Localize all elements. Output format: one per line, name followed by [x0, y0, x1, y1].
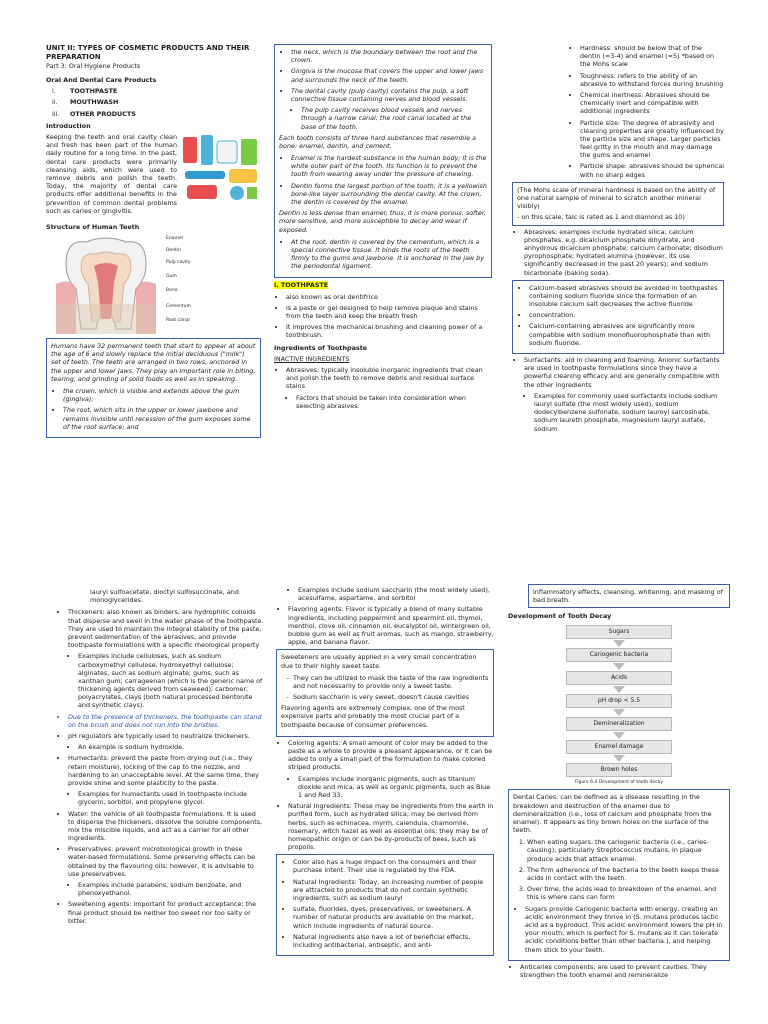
column-2: [274, 42, 492, 497]
column-5: [276, 586, 494, 1024]
section-subtitle: Oral And Dental Care Products: [46, 76, 157, 85]
list-item: 2. The firm adherence of the bacteria to the teeth keeps these acids in contact with the teeth.: [527, 866, 725, 882]
list-item: • Dentin forms the largest portion of the tooth; it is a yellowish bone-like layer surrounding the dental cavity. At the crown, the dentin is covered by the enamel.: [291, 182, 487, 207]
list-item: • Gingiva is the mucosa that covers the upper and lower jaws and surrounds the neck of the teeth.: [291, 67, 487, 83]
list-item: • Anticaries components: are used to prevent cavities. They strengthen the tooth enamel and remineralize: [520, 963, 730, 979]
list-item: • It improves the mechanical brushing and cleaning power of a toothbrush.: [286, 323, 492, 339]
list-item: iii. OTHER PRODUCTS: [52, 109, 136, 118]
flow-step: Demineralization: [566, 717, 672, 731]
calcium-note-box: [512, 280, 724, 354]
ingredients-heading: Ingredients of Toothpaste: [274, 343, 368, 352]
list-item: ii. MOUTHWASH: [52, 98, 119, 107]
list-item: • pH regulators are typically used to neutralize thickeners.: [68, 732, 264, 740]
list-item: • Thickeners: also known as binders, are hydrophilic colloids that disperse and swell in the water phase of the toothpaste. They are used to maintain the integral stability of the paste, prevent sedimentation of the abrasives, and provide toothpaste formulations with a specific rheological property: [68, 608, 264, 649]
flow-step: Enamel damage: [566, 740, 672, 754]
figure-caption: Figure 6.4 Development of tooth decay: [574, 779, 664, 785]
list-item: • Humectants: prevent the paste from drying out (i.e., they retain moisture), locking of the cap to the nozzle, and hardening to an unacceptable level. At the same time, they provide shine and some plasticity to the paste.: [68, 754, 264, 787]
list-item: • Examples include inorganic pigments, such as titanium dioxide and mica, as well as organic pigments, such as Blue 1 and Red 33.: [298, 775, 494, 800]
list-item: • Examples for commonly used surfactants include sodium lauryl sulfate (the most widely used), sodium dodecylbenzene sulfonate, sodium lauroyl sarcosinate, sodium laureth phosphate, magnesium lauryl sulfate, sodium: [534, 392, 724, 433]
sweeteners-text: Sweeteners are usually applied in a very small concentration due to their highly sweet taste.: [281, 653, 477, 670]
tooth-label: Root canal: [166, 318, 190, 324]
tooth-label: Enamel: [166, 236, 183, 242]
list-item: • An example is sodium hydroxide.: [78, 743, 264, 751]
flow-step: Cariogenic bacteria: [566, 648, 672, 662]
list-item: • Coloring agents: A small amount of color may be added to the paste as a whole to provide a pleasant appearance, or it can be added to only a small part of the formulation to make colored striped products.: [288, 739, 494, 772]
list-item: • Examples include parabens, sodium benzoate, and phenoxyethanol.: [78, 881, 264, 897]
tooth-label: Cementum: [166, 304, 191, 310]
color-natural-box: [276, 854, 494, 956]
list-item: • the neck, which is the boundary between the root and the crown.: [291, 48, 487, 64]
tooth-decay-heading: Development of Tooth Decay: [508, 612, 612, 621]
list-item: • Surfactants: aid in cleaning and foaming. Anionic surfactants are used in toothpaste formulations since they have a powerful cleaning efficacy and are generally compatible with the other ingredients: [524, 356, 724, 389]
list-item: • Natural Ingredients: Today, an increasing number of people are attracted to products that do not contain synthetic ingredients, such as sodium lauryl: [293, 878, 489, 903]
teeth-facts-text: Humans have 32 permanent teeth that start to appear at about the age of 6 and slowly replace the initial deciduous ("milk") set of teeth. The teeth are arranged in two rows, anchored in the upper and lower jaws. They play an important role in biting, tearing, and grinding of solid foods as well as in speaking.: [51, 342, 256, 383]
mohs-scale-note: - on this scale, talc is rated as 1 and diamond as 10): [517, 213, 685, 222]
surfactant-continued: lauryl sulfoacetate, dioctyl sulfosuccinate, and monoglycerides.: [90, 588, 239, 605]
dental-products-illustration: [181, 133, 261, 203]
list-item: • Hardness: should be below that of the dentin (≈3-4) and enamel (≈5) *based on the Mohs scale: [580, 44, 724, 69]
mohs-scale-box: [512, 182, 724, 226]
list-item: • Natural ingredients also have a lot of beneficial effects, including antibacterial, antiseptic, and anti-: [293, 933, 489, 949]
list-item: - Sodium saccharin is very sweet, doesn't cause cavities: [293, 693, 489, 701]
list-item: • Examples include sodium saccharin (the most widely used), acesulfame, aspartame, and sorbitol: [298, 586, 494, 602]
product-list: [46, 87, 261, 118]
list-item: • Calcium-containing abrasives are significantly more compatible with sodium monofluorophosphate than with sodium fluoride.: [529, 322, 719, 347]
list-item: • At the root, dentin is covered by the cementum, which is a special connective tissue. It binds the roots of the teeth firmly to the gums and jawbone. It is anchored in the jaw by the periodontal ligament.: [291, 238, 487, 271]
toothpaste-heading: i. TOOTHPASTE: [274, 280, 329, 289]
column-4: [56, 588, 264, 1018]
down-arrow-icon: [613, 709, 625, 716]
tooth-label: Gum: [166, 274, 177, 280]
list-item: • Enamel is the hardest substance in the human body; it is the white outer part of the tooth. Its function is to prevent the tooth from wearing away under the pressure of chewing.: [291, 154, 487, 179]
list-item: • The dental cavity (pulp cavity) contains the pulp, a soft connective tissue containing nerves and blood vessels.: [291, 87, 487, 103]
flow-step: Sugars: [566, 625, 672, 639]
down-arrow-icon: [613, 686, 625, 693]
list-item: • Calcium-based abrasives should be avoided in toothpastes containing sodium fluoride since the formation of an insoluble calcium salt decreases the active fluoride: [529, 284, 719, 309]
sweeteners-box: [276, 649, 494, 737]
caries-definition: Dental Caries: can be defined as a disease resulting in the breakdown and destruction of the enamel due to demineralization (i.e., loss of calcium and phosphate from the enamel). It appears as tiny brown holes on the surface of the teeth.: [513, 793, 712, 835]
list-item: • The root, which sits in the upper or lower jawbone and remains invisible until recession of the gum exposes some of the root surface; and: [63, 406, 256, 431]
column-3: [512, 44, 724, 499]
list-item: • Abrasives: typically insoluble inorganic ingredients that clean and polish the teeth to remove debris and residual surface stains: [286, 366, 492, 391]
part-label: Part 3: Oral Hygiene Products: [46, 61, 141, 70]
tooth-decay-flowchart: [508, 625, 730, 786]
list-item: • is a paste or gel designed to help remove plaque and stains from the teeth and keep the breath fresh: [286, 304, 492, 320]
tooth-label: Pulp cavity: [166, 260, 191, 266]
list-item: • Chemical inertness: Abrasives should be chemically inert and compatible with additional ingredients: [580, 91, 724, 116]
flavoring-note: Flavoring agents are extremely complex, one of the most expensive parts and probably the most crucial part of a toothpaste because of consumer preferences.: [281, 704, 465, 729]
list-item: • Examples include celluloses, such as sodium carboxymethyl cellulose, hydroxyethyl cellulose; alginates, such as sodium alginate; gums, such as xanthan gum; carrageenan (which is the generic name of thickening agents derived from seaweed); carbomer; polyacrylates, clays (both natural processed bentonite and synthetic clays).: [78, 652, 264, 709]
list-item: 1. When eating sugars, the cariogenic bacteria (i.e., caries-causing), particularly Streptococcus mutans, in plaque produce acids that attack enamel.: [527, 838, 725, 863]
column-6: [508, 584, 730, 1024]
list-item: • Natural Ingredients: These may be ingredients from the earth in purified form, such as hydrated silica; may be derived from herbs, such as echinacea, myrrh, calendula, chamomile, rosemary, witch hazel as well as essential oils; they may be of homeopathic origin or can be by-products of bees, such as propolis.: [288, 802, 494, 851]
intro-paragraph: Keeping the teeth and oral cavity clean and fresh has been part of the human daily routine for a long time. In the past, dental care products were primarily cleansing aids, which were used to remove debris and polish the teeth. Today, the majority of dental care products offer additional benefits in the prevention of common dental problems such as caries or gingivitis.: [46, 133, 177, 215]
dental-caries-box: [508, 789, 730, 960]
flow-step: Acids: [566, 671, 672, 685]
list-item: • Sweetening agents: important for product acceptance; the final product should be neither too sweet nor too salty or bitter.: [68, 900, 264, 925]
tooth-parts-box: [274, 44, 492, 278]
flow-step: Brown holes: [566, 763, 672, 777]
down-arrow-icon: [613, 640, 625, 647]
tooth-label: Bone: [166, 288, 178, 294]
list-item: • The pulp cavity receives blood vessels and nerves through a narrow canal, the root canal located at the base of the tooth.: [301, 106, 487, 131]
tooth-diagram: [46, 234, 261, 336]
tooth-cross-section-image: [56, 234, 156, 334]
list-item: • also known as oral dentifrice: [286, 293, 492, 301]
list-item: • Due to the presence of thickeners, the toothpaste can stand on the brush and does not run into the bristles.: [68, 713, 264, 729]
list-item: • Examples for humectants used in toothpaste include glycerin, sorbitol, and propylene glycol.: [78, 790, 264, 806]
natural-effects-box: [528, 584, 730, 608]
list-item: • Color also has a huge impact on the consumers and their purchase intent. Their use is regulated by the FDA.: [293, 858, 489, 874]
list-item: • Preservatives: prevent microbiological growth in these water-based formulations. Some preserving effects can be obtained by the flavouring oils; however, it is advisable to use preservatives.: [68, 845, 264, 878]
list-item: • Water: the vehicle of all toothpaste formulations. It is used to disperse the thickeners, dissolve the soluble components, mix the miscible liquids, and act as a carrier for all other ingredients.: [68, 810, 264, 843]
down-arrow-icon: [613, 755, 625, 762]
hard-substances-text: Each tooth consists of three hard substances that resemble a bone: enamel, dentin, and cement.: [279, 133, 476, 150]
structure-heading: Structure of Human Teeth: [46, 222, 140, 231]
column-1: [46, 44, 261, 484]
down-arrow-icon: [613, 732, 625, 739]
list-item: - They can be utilized to mask the taste of the raw ingredients and not necessarily to provide only a sweet taste.: [293, 674, 489, 690]
down-arrow-icon: [613, 663, 625, 670]
list-item: • Flavoring agents: Flavor is typically a blend of many suitable ingredients, including peppermint and spearmint oil, thymol, menthol, clove oil, cinnamon oil, eucalyptol oil, wintergreen oil, bubble gum as well as fruit aromas, such as mango, strawberry, apple, and banana flavor.: [288, 605, 494, 646]
mohs-scale-text: (The Mohs scale of mineral hardness is based on the ability of one natural sample of mineral to scratch another mineral visibly): [517, 185, 716, 211]
tooth-label: Dentin: [166, 248, 181, 254]
list-item: • Toughness: refers to the ability of an abrasive to withstand forces during brushing: [580, 72, 724, 88]
list-item: • concentration.: [529, 311, 719, 319]
unit-title: UNIT II: TYPES OF COSMETIC PRODUCTS AND THEIR PREPARATION: [46, 44, 250, 61]
teeth-facts-box: [46, 338, 261, 438]
list-item: • Abrasives: examples include hydrated silica; calcium phosphates, e.g. dicalcium phosphate dihydrate, and anhydrous dicalcium phosphate; calcium carbonate; disodium pyrophosphate; hydrated alumina (however, its use significantly decreased in the past 20 years); and sodium bicarbonate (baking soda).: [524, 228, 724, 277]
list-item: 3. Over time, the acids lead to breakdown of the enamel, and this is where cans can form: [527, 885, 725, 901]
list-item: • Factors that should be taken into consideration when selecting abrasives:: [296, 394, 492, 410]
list-item: • sulfate, fluorides, dyes, preservatives, or sweeteners. A number of natural products are available on the market, which include ingredients of natural source.: [293, 905, 489, 930]
list-item: • Particle shape: abrasives should be spherical with no sharp edges: [580, 162, 724, 178]
list-item: • Particle size: The degree of abrasivity and cleaning properties are greatly influenced by the particle size and shape. Larger particles feel gritty in the mouth and may damage the gums and enamel: [580, 119, 724, 160]
list-item: • the crown, which is visible and extends above the gum (gingiva);: [63, 387, 256, 403]
list-item: i. TOOTHPASTE: [52, 87, 118, 96]
natural-effects-text: inflammatory effects, cleansing, whitening, and masking of bad breath.: [533, 588, 723, 605]
inactive-heading: INACTIVE INGREDIENTS: [274, 354, 350, 363]
list-item: • Sugars provide Cariogenic bacteria with energy, creating an acidic environment they thrive in (S. mutans produces lactic acid as a byproduct. This acidic environment lowers the pH in your mouth, which is perfect for S. mutans as it can tolerate acidic conditions better than other bacteria.), and helping them stick to your teeth.: [525, 905, 725, 954]
intro-heading: Introduction: [46, 121, 91, 130]
dentin-note: Dentin is less dense than enamel; thus, it is more porous, softer, more sensitive, and more susceptible to decay and wear if exposed.: [279, 209, 486, 234]
flow-step: pH drop < 5.5: [566, 694, 672, 708]
